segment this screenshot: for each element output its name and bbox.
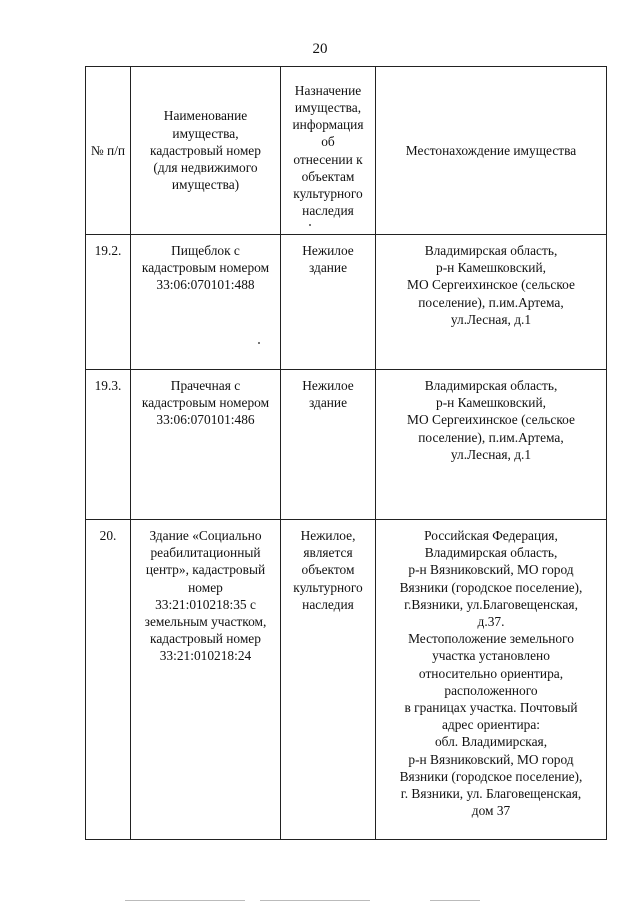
page-number: 20	[312, 41, 328, 57]
table-row	[86, 520, 607, 840]
row-location: Владимирская область, р-н Камешковский, МО Сергеихинское (сельское поселение), п.им.Артема, ул.Лесная, д.1	[376, 370, 607, 520]
row-number: 20.	[86, 520, 131, 840]
row-location: Российская Федерация, Владимирская область, р-н Вязниковский, МО город Вязники (городское поселение), г.Вязники, ул.Благовещенская, д.37. Местоположение земельного участка установлено относительно ориентира, расположенного в границах участка. Почтовый адрес ориентира: обл. Владимирская, р-н Вязниковский, МО город Вязники (городское поселение), г. Вязники, ул. Благовещенская, дом 37	[376, 520, 607, 840]
row-purpose: Нежилое, является объектом культурного наследия	[281, 520, 376, 840]
scan-speck	[309, 224, 311, 226]
header-name: Наименование имущества, кадастровый номер (для недвижимого имущества)	[131, 67, 281, 235]
header-location: Местонахождение имущества	[376, 67, 607, 235]
row-number: 19.3.	[86, 370, 131, 520]
row-number: 19.2.	[86, 235, 131, 370]
row-name: Здание «Социально реабилитационный центр», кадастровый номер 33:21:010218:35 с земельным участком, кадастровый номер 33:21:010218:24	[131, 520, 281, 840]
scan-artifact-line	[125, 900, 245, 901]
row-purpose: Нежилое здание	[281, 235, 376, 370]
row-location: Владимирская область, р-н Камешковский, МО Сергеихинское (сельское поселение), п.им.Артема, ул.Лесная, д.1	[376, 235, 607, 370]
scan-artifact-line	[260, 900, 370, 901]
scan-speck	[258, 342, 260, 344]
row-name: Прачечная с кадастровым номером 33:06:070101:486	[131, 370, 281, 520]
scan-artifact-line	[430, 900, 480, 901]
header-row	[86, 67, 607, 235]
property-table	[85, 66, 607, 840]
row-name: Пищеблок с кадастровым номером 33:06:070101:488	[131, 235, 281, 370]
header-number: № п/п	[86, 67, 131, 235]
row-purpose: Нежилое здание	[281, 370, 376, 520]
table-row	[86, 235, 607, 370]
table-row	[86, 370, 607, 520]
header-purpose: Назначение имущества, информация об отнесении к объектам культурного наследия	[281, 67, 376, 235]
